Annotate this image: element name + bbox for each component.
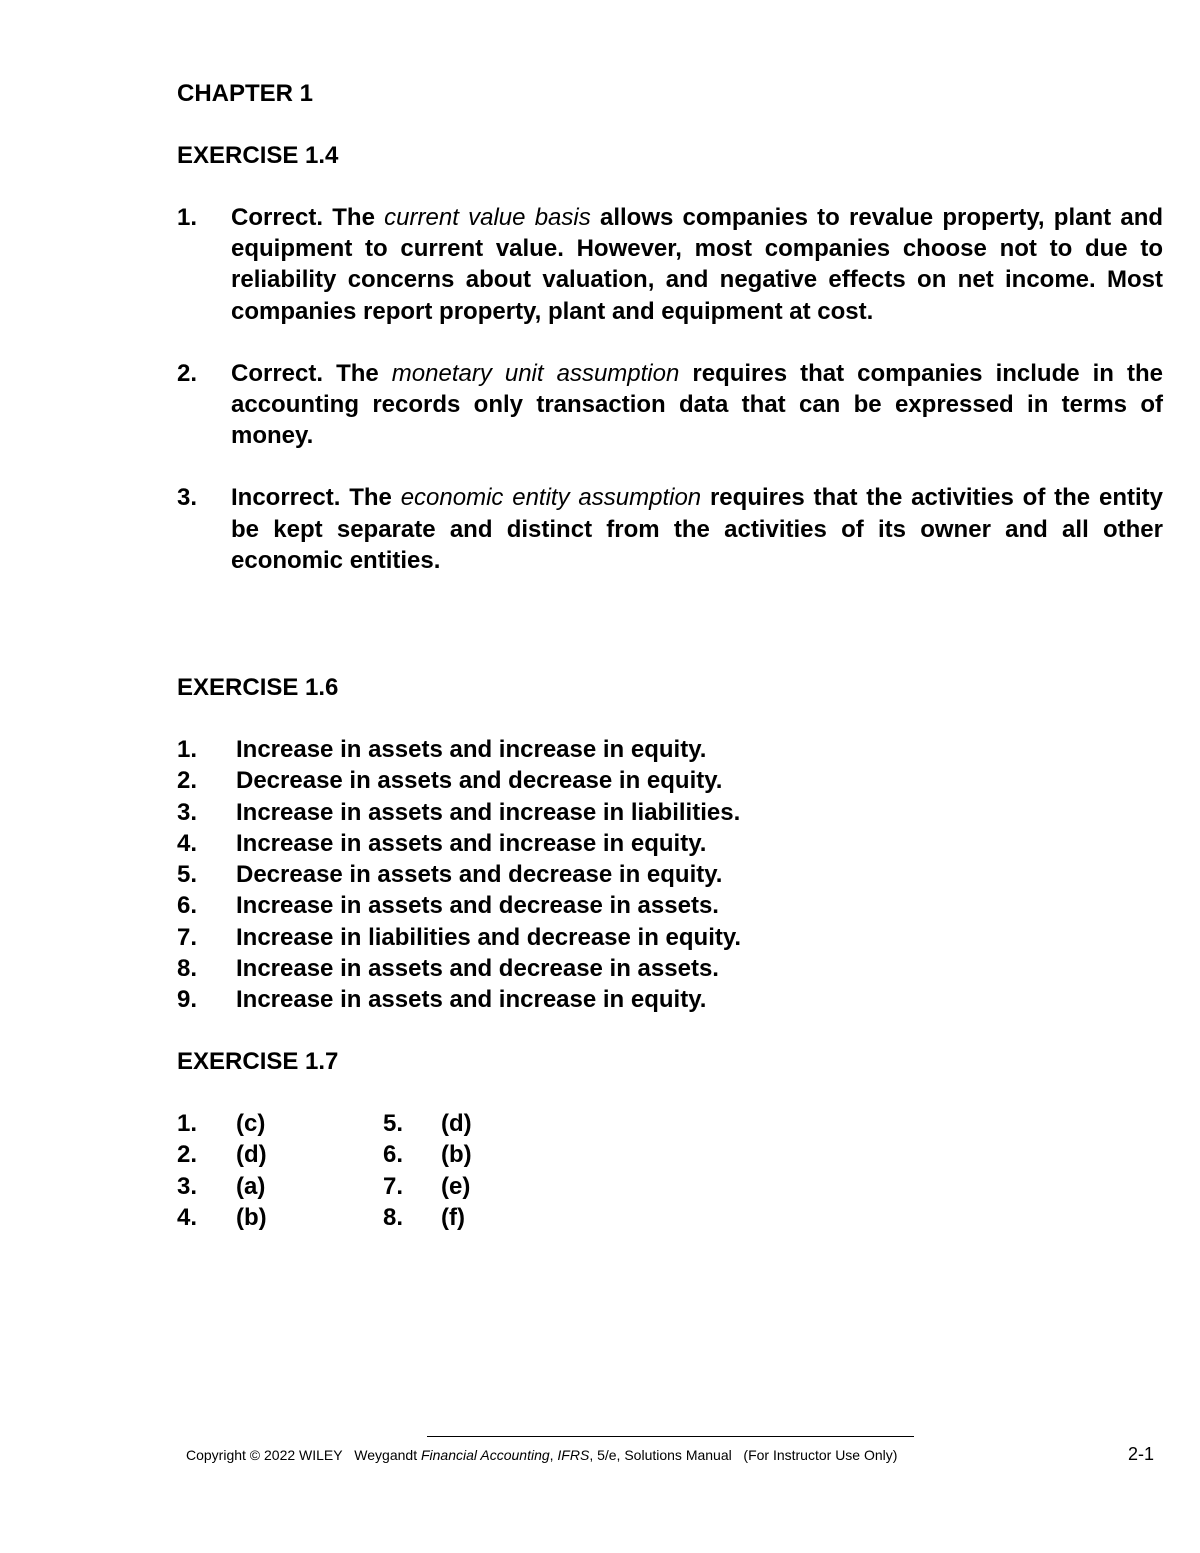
item-number: 1. [177, 204, 198, 231]
item-number: 6. [177, 892, 198, 920]
answer-row [177, 1108, 577, 1139]
item-term: current value basis [384, 204, 591, 231]
item-number: 3. [177, 484, 198, 512]
exercise-1-7-answers [177, 1108, 577, 1233]
list-item [177, 765, 1077, 796]
exercise-1-6-title: EXERCISE 1.6 [177, 674, 339, 701]
footer-copyright [186, 1446, 897, 1464]
item-number: 5. [177, 861, 198, 889]
answer-number: 2. [177, 1141, 198, 1169]
item-number: 3. [177, 798, 198, 826]
exercise-1-4-item [177, 202, 1163, 327]
item-text: allows companies to revalue property, plant and equipment to current value. However, most companies choose not to due to reliability concerns about valuation, and negative effects on net income. Most companies report property, plant and equipment at cost. [231, 204, 1164, 325]
answer-number: 1. [177, 1110, 198, 1137]
footer-rule [427, 1436, 914, 1437]
list-item [177, 953, 1077, 984]
answer-letter: (f) [441, 1203, 465, 1231]
exercise-1-4-list [177, 202, 1163, 607]
item-number: 7. [177, 923, 198, 951]
item-text: Increase in liabilities and decrease in equity. [236, 923, 742, 951]
answer-row [177, 1139, 577, 1170]
item-term: economic entity assumption [400, 484, 702, 512]
exercise-1-7-title: EXERCISE 1.7 [177, 1048, 339, 1075]
exercise-1-6-list [177, 734, 1077, 1016]
item-number: 2. [177, 767, 198, 795]
exercise-1-4-title: EXERCISE 1.4 [177, 142, 339, 169]
answer-number: 6. [383, 1141, 404, 1169]
list-item [177, 828, 1077, 859]
item-number: 2. [177, 359, 198, 387]
item-number: 8. [177, 955, 198, 983]
item-text: Increase in assets and decrease in assets. [236, 955, 719, 983]
answer-letter: (d) [441, 1110, 472, 1137]
list-item [177, 734, 1077, 765]
page-number: 2-1 [1128, 1444, 1155, 1464]
list-item [177, 922, 1077, 953]
author-text: Weygandt [354, 1447, 418, 1463]
edition-text: , 5/e, Solutions Manual [589, 1447, 732, 1463]
answer-number: 7. [383, 1172, 404, 1200]
answer-letter: (c) [236, 1110, 266, 1137]
exercise-1-4-item [177, 482, 1163, 576]
list-item [177, 797, 1077, 828]
item-text: requires that the activities of the entity be kept separate and distinct from the activities of its owner and all other economic entities. [231, 484, 1163, 574]
answer-letter: (b) [236, 1203, 267, 1231]
item-text: Decrease in assets and decrease in equity. [236, 767, 723, 795]
answer-letter: (a) [236, 1172, 266, 1200]
answer-row [177, 1171, 577, 1202]
usage-text: (For Instructor Use Only) [743, 1447, 898, 1463]
separator: , [549, 1447, 554, 1463]
copyright-text: Copyright © 2022 WILEY [186, 1447, 343, 1463]
answer-number: 5. [383, 1110, 404, 1137]
item-text: Increase in assets and increase in equity. [236, 986, 707, 1014]
list-item [177, 890, 1077, 921]
item-number: 1. [177, 736, 198, 763]
item-text: requires that companies include in the accounting records only transaction data that can be expressed in terms of money. [231, 359, 1163, 450]
chapter-title: CHAPTER 1 [177, 80, 314, 107]
answer-row [177, 1202, 577, 1233]
item-text: Decrease in assets and decrease in equity. [236, 861, 723, 889]
item-number: 9. [177, 986, 198, 1014]
answer-letter: (d) [236, 1141, 267, 1169]
item-lead: Incorrect. The [231, 484, 392, 512]
item-text: Increase in assets and decrease in assets. [236, 892, 719, 920]
answer-number: 8. [383, 1203, 404, 1231]
list-item [177, 859, 1077, 890]
list-item [177, 984, 1077, 1015]
book-title: Financial Accounting [420, 1447, 550, 1463]
answer-letter: (b) [441, 1141, 472, 1169]
item-text: Increase in assets and increase in equity. [236, 829, 707, 857]
standard-text: IFRS [557, 1447, 590, 1463]
answer-number: 3. [177, 1172, 198, 1200]
item-text: Increase in assets and increase in equity. [236, 736, 707, 763]
exercise-1-4-item [177, 358, 1163, 452]
item-text: Increase in assets and increase in liabilities. [236, 798, 741, 826]
item-term: monetary unit assumption [391, 359, 680, 387]
item-number: 4. [177, 829, 198, 857]
item-lead: Correct. The [231, 359, 379, 387]
answer-number: 4. [177, 1203, 198, 1231]
item-lead: Correct. The [231, 204, 375, 231]
answer-letter: (e) [441, 1172, 471, 1200]
